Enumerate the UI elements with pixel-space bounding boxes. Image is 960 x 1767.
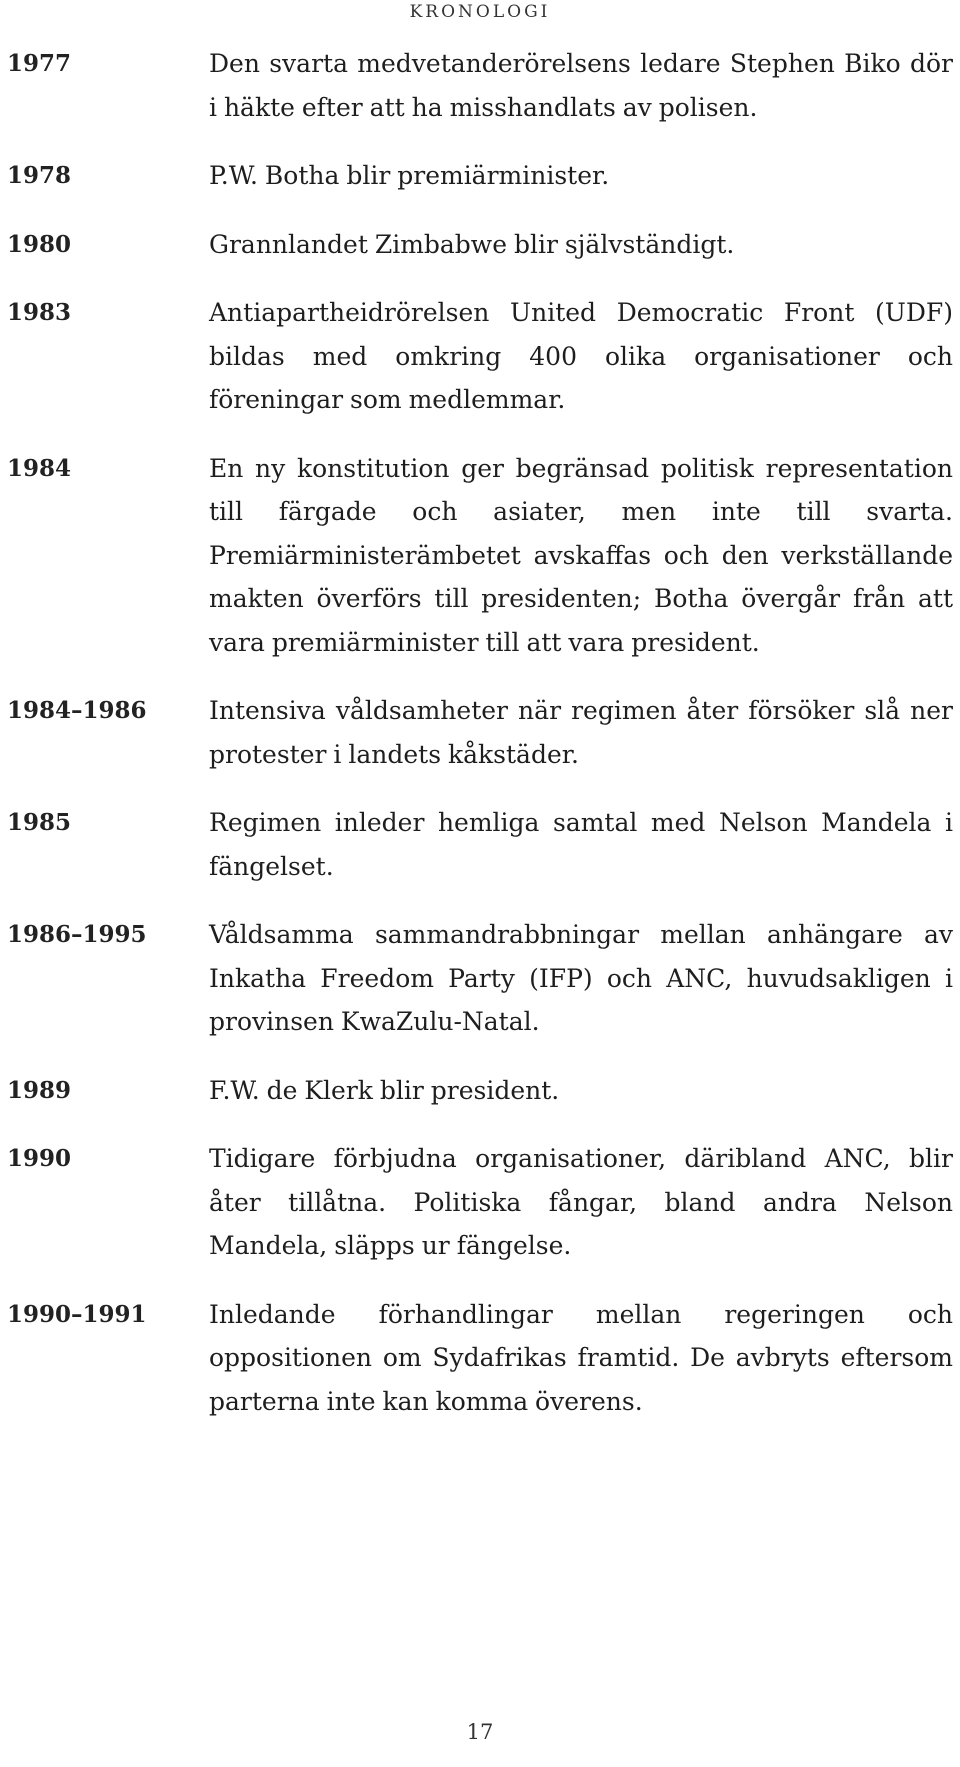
entry-year: 1978: [7, 162, 72, 189]
entry-text: Antiapartheidrörelsen United Democratic Front (UDF) bildas med omkring 400 olika organisationer och föreningar som medlemmar.: [209, 298, 953, 414]
chronology-entry: [7, 42, 953, 129]
entry-year: 1977: [7, 50, 72, 77]
entry-text: F.W. de Klerk blir president.: [209, 1075, 560, 1105]
entry-year: 1990–1991: [7, 1300, 147, 1328]
chronology-entry: [7, 1293, 953, 1424]
entry-year: 1986–1995: [7, 921, 147, 948]
page-number: 17: [466, 1720, 494, 1744]
entry-text: Intensiva våldsamheter när regimen åter försöker slå ner protester i landets kåkstäder.: [209, 696, 953, 769]
chronology-entry: [7, 801, 953, 888]
chronology-entry: [7, 447, 953, 665]
entry-text: Grannlandet Zimbabwe blir självständigt.: [209, 229, 735, 259]
chronology-entry: [7, 913, 953, 1044]
chronology-entry: [7, 1069, 953, 1113]
entry-text: Regimen inleder hemliga samtal med Nelson Mandela i fängelset.: [209, 808, 953, 881]
chronology-entry: [7, 291, 953, 422]
chronology-entry: [7, 154, 953, 198]
entry-year: 1985: [7, 809, 72, 836]
entry-year: 1983: [7, 299, 72, 326]
entry-year: 1990: [7, 1145, 72, 1172]
entry-year: 1980: [7, 230, 72, 258]
entry-text: En ny konstitution ger begränsad politisk representation till färgade och asiater, men inte till svarta. Premiärministerämbetet avskaffas och den verkställande makten överförs till presidenten; Botha övergår från att vara premiärminister till att vara president.: [209, 453, 953, 657]
entry-year: 1989: [7, 1076, 72, 1104]
entry-year: 1984–1986: [7, 697, 147, 724]
chronology-entry: [7, 223, 953, 267]
entry-text: Tidigare förbjudna organisationer, däribland ANC, blir åter tillåtna. Politiska fångar, bland andra Nelson Mandela, släpps ur fängelse.: [209, 1144, 953, 1260]
chronology-list: [7, 42, 953, 1448]
chronology-entry: [7, 1137, 953, 1268]
entry-text: Våldsamma sammandrabbningar mellan anhängare av Inkatha Freedom Party (IFP) och ANC, huvudsakligen i provinsen KwaZulu-Natal.: [209, 920, 953, 1036]
entry-text: Inledande förhandlingar mellan regeringen och oppositionen om Sydafrikas framtid. De avbryts eftersom parterna inte kan komma överens.: [209, 1299, 953, 1416]
entry-year: 1984: [7, 454, 72, 482]
entry-text: Den svarta medvetanderörelsens ledare Stephen Biko dör i häkte efter att ha misshandlats av polisen.: [209, 49, 953, 122]
running-head: KRONOLOGI: [409, 2, 551, 22]
chronology-entry: [7, 689, 953, 776]
entry-text: P.W. Botha blir premiärminister.: [209, 161, 610, 190]
